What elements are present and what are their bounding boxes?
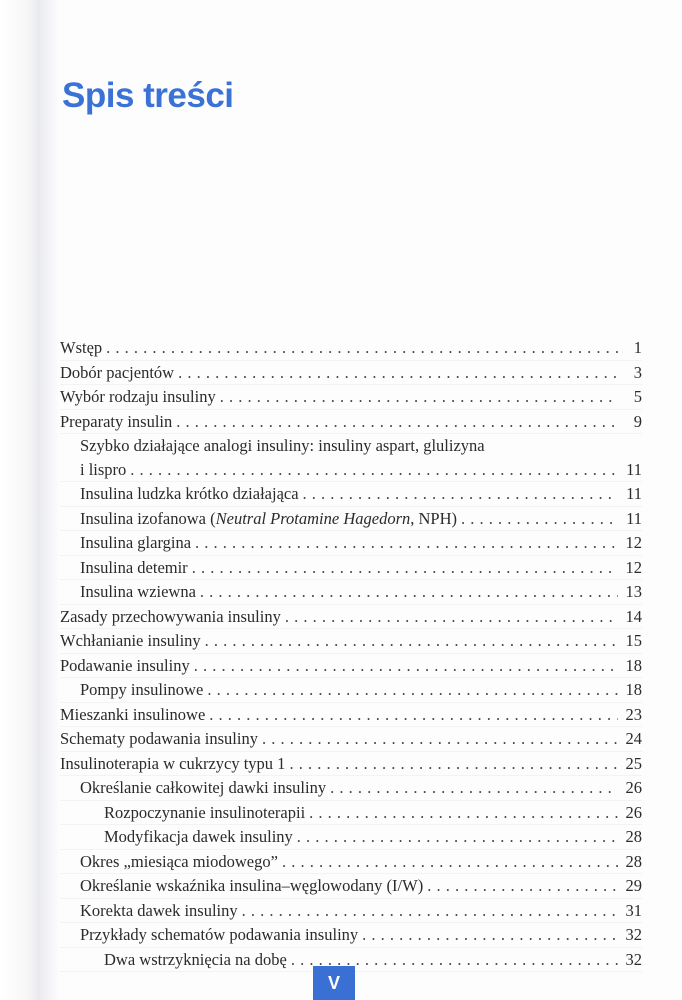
- dot-leader: [262, 727, 618, 751]
- dot-leader: [176, 410, 618, 434]
- toc-entry[interactable]: [60, 654, 642, 679]
- dot-leader: [297, 825, 618, 849]
- toc-entry-page: 14: [625, 606, 642, 626]
- toc-entry[interactable]: [60, 482, 642, 507]
- dot-leader: [289, 752, 618, 776]
- dot-leader: [200, 580, 618, 604]
- toc-entry-label: Podawanie insuliny: [60, 655, 190, 675]
- toc-entry[interactable]: [60, 850, 642, 875]
- dot-leader: [461, 507, 618, 531]
- toc-entry-page: 26: [625, 778, 642, 797]
- toc-entry-page: 28: [625, 827, 642, 846]
- toc-entry[interactable]: [60, 776, 642, 801]
- toc-entry-label: Określanie wskaźnika insulina–węglowodany (I/W): [80, 876, 424, 895]
- toc-entry-page: 24: [625, 729, 642, 748]
- toc-entry-label: Modyfikacja dawek insuliny: [104, 827, 293, 846]
- toc-entry-label: Wchłanianie insuliny: [60, 631, 201, 650]
- toc-entry-label: Insulina detemir: [80, 557, 188, 577]
- toc-entry-page: 32: [625, 949, 642, 969]
- toc-entry-label: Wstęp: [60, 338, 103, 357]
- dot-leader: [427, 874, 618, 898]
- page-number-badge: V: [313, 966, 355, 1000]
- toc-entry[interactable]: [60, 923, 642, 948]
- book-spine-edge: [0, 0, 38, 1000]
- toc-entry-page: 11: [626, 459, 642, 479]
- toc-entry-page: 3: [633, 362, 642, 382]
- toc-entry-label: Rozpoczynanie insulinoterapii: [104, 802, 306, 822]
- toc-entry-page: 31: [625, 900, 642, 920]
- dot-leader: [195, 531, 618, 555]
- toc-entry-page: 26: [625, 802, 642, 822]
- toc-entry-page: 12: [625, 533, 642, 552]
- toc-entry[interactable]: [60, 336, 642, 361]
- dot-leader: [130, 458, 618, 482]
- toc-entry-label: Dwa wstrzyknięcia na dobę: [104, 949, 287, 969]
- toc-entry-label: Pompy insulinowe: [80, 680, 204, 699]
- dot-leader: [330, 776, 618, 800]
- toc-entry[interactable]: [60, 752, 642, 777]
- toc-entry-page: 18: [625, 655, 642, 675]
- dot-leader: [209, 703, 618, 727]
- toc-entry-page: 25: [625, 753, 642, 773]
- toc-entry-page: 15: [625, 631, 642, 650]
- toc-entry-label: Preparaty insulin: [60, 411, 173, 431]
- toc-entry-page: 18: [625, 680, 642, 699]
- label-italic: Neutral Protamine Hagedorn: [215, 508, 411, 528]
- toc-entry-label: Insulina glargina: [80, 533, 192, 552]
- toc-entry-page: 11: [626, 484, 642, 503]
- toc-entry-page: 28: [625, 851, 642, 871]
- dot-leader: [207, 678, 618, 702]
- dot-leader: [194, 654, 618, 678]
- toc-entry-label: Mieszanki insulinowe: [60, 704, 206, 724]
- toc-entry-label: Określanie całkowitej dawki insuliny: [80, 778, 327, 797]
- toc-entry[interactable]: [60, 507, 642, 532]
- toc-entry[interactable]: [60, 361, 642, 386]
- toc-entry[interactable]: [60, 899, 642, 924]
- toc-entry[interactable]: [60, 580, 642, 605]
- toc-entry[interactable]: [60, 458, 642, 483]
- toc-entry[interactable]: [60, 874, 642, 899]
- toc-entry[interactable]: [60, 629, 642, 654]
- dot-leader: [220, 385, 618, 409]
- dot-leader: [309, 801, 618, 825]
- toc-entry-label: i lispro: [80, 459, 127, 479]
- toc-entry[interactable]: [60, 825, 642, 850]
- toc-entry-label: Insulina ludzka krótko działająca: [80, 484, 299, 503]
- toc-entry-label: Okres „miesiąca miodowego”: [80, 851, 278, 871]
- toc-entry-page: 13: [625, 582, 642, 601]
- toc-entry[interactable]: [60, 678, 642, 703]
- toc-entry-label: Przykłady schematów podawania insuliny: [80, 925, 359, 944]
- toc-entry-label: [80, 507, 457, 531]
- dot-leader: [178, 361, 618, 385]
- dot-leader: [242, 899, 618, 923]
- toc-entry[interactable]: [60, 410, 642, 435]
- table-of-contents: [60, 336, 642, 972]
- toc-entry[interactable]: [60, 801, 642, 826]
- toc-entry-page: 29: [625, 876, 642, 895]
- label-post: , NPH): [410, 508, 458, 528]
- toc-entry[interactable]: [60, 556, 642, 581]
- toc-entry-page: 9: [633, 411, 642, 431]
- toc-entry-label: Szybko działające analogi insuliny: insuliny aspart, glulizyna: [80, 436, 485, 455]
- toc-entry-label: Insulina wziewna: [80, 582, 196, 601]
- toc-entry[interactable]: [60, 703, 642, 728]
- page-title: Spis treści: [62, 76, 234, 115]
- toc-entry-label: Korekta dawek insuliny: [80, 900, 238, 920]
- toc-entry-page: 12: [625, 557, 642, 577]
- dot-leader: [303, 482, 618, 506]
- dot-leader: [192, 556, 618, 580]
- toc-entry[interactable]: [60, 605, 642, 630]
- toc-entry-label: Zasady przechowywania insuliny: [60, 606, 281, 626]
- toc-entry-label: Insulinoterapia w cukrzycy typu 1: [60, 753, 286, 773]
- dot-leader: [282, 850, 618, 874]
- label-pre: Insulina izofanowa (: [80, 508, 216, 528]
- toc-entry[interactable]: [60, 385, 642, 410]
- toc-entry-label: Schematy podawania insuliny: [60, 729, 258, 748]
- page-gutter-shadow: [38, 0, 58, 1000]
- toc-entry-label: Dobór pacjentów: [60, 362, 175, 382]
- toc-entry-page: 11: [626, 508, 642, 528]
- toc-entry-first-line[interactable]: [60, 434, 642, 458]
- toc-entry-page: 32: [625, 925, 642, 944]
- toc-entry[interactable]: [60, 727, 642, 752]
- dot-leader: [285, 605, 618, 629]
- toc-entry-label: Wybór rodzaju insuliny: [60, 387, 216, 406]
- dot-leader: [362, 923, 618, 947]
- dot-leader: [106, 336, 618, 360]
- toc-entry-page: 1: [633, 338, 642, 357]
- toc-entry[interactable]: [60, 531, 642, 556]
- dot-leader: [205, 629, 618, 653]
- toc-entry-page: 5: [633, 387, 642, 406]
- toc-entry-page: 23: [625, 704, 642, 724]
